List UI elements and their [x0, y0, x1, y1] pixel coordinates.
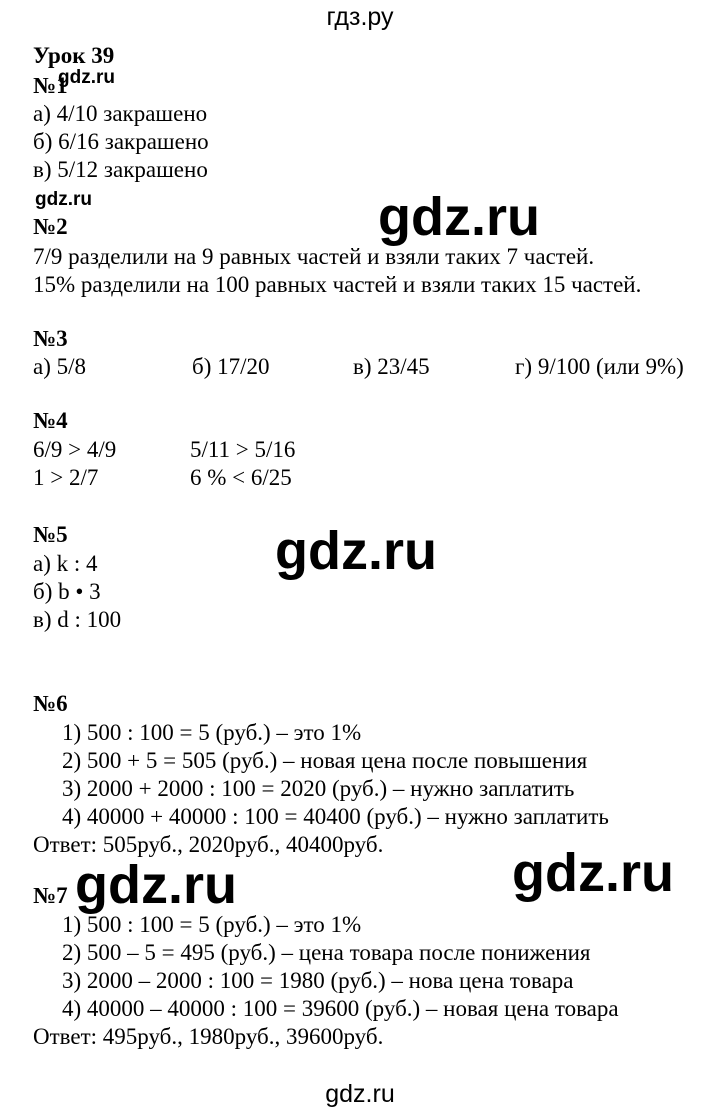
task3-item: г) 9/100 (или 9%) [515, 354, 684, 379]
task5-line: а) k : 4 [33, 551, 98, 576]
task5-line: б) b • 3 [33, 579, 101, 604]
task7-title: №7 [33, 883, 68, 908]
watermark-big: gdz.ru [75, 855, 237, 915]
task5-title: №5 [33, 522, 68, 547]
task6-step: 3) 2000 + 2000 : 100 = 2020 (руб.) – нужно заплатить [62, 776, 575, 801]
task6-title: №6 [33, 691, 68, 716]
task6-step: 2) 500 + 5 = 505 (руб.) – новая цена после повышения [62, 748, 588, 773]
watermark-big: gdz.ru [275, 521, 437, 581]
task3-item: б) 17/20 [192, 354, 270, 379]
task3-title: №3 [33, 326, 68, 351]
task1-line: а) 4/10 закрашено [33, 101, 208, 126]
task6-step: 4) 40000 + 40000 : 100 = 40400 (руб.) – нужно заплатить [62, 804, 609, 829]
task1-title: №1 [33, 73, 68, 98]
task7-answer: Ответ: 495руб., 1980руб., 39600руб. [33, 1024, 384, 1049]
task6-step: 1) 500 : 100 = 5 (руб.) – это 1% [62, 720, 362, 745]
watermark-small: gdz.ru [58, 67, 115, 88]
task2-title: №2 [33, 214, 68, 239]
task4-cell: 1 > 2/7 [33, 465, 99, 490]
task6-answer: Ответ: 505руб., 2020руб., 40400руб. [33, 832, 384, 857]
task4-cell: 5/11 > 5/16 [190, 437, 296, 462]
watermark-small: gdz.ru [35, 189, 92, 210]
site-footer: gdz.ru [325, 1080, 395, 1108]
task4-cell: 6 % < 6/25 [190, 465, 292, 490]
task1-line: б) 6/16 закрашено [33, 129, 209, 154]
task5-line: в) d : 100 [33, 607, 122, 632]
lesson-title: Урок 39 [33, 43, 115, 68]
site-header: гдз.ру [326, 3, 394, 31]
watermark-big: gdz.ru [378, 187, 540, 247]
task2-line: 15% разделили на 100 равных частей и взяли таких 15 частей. [33, 272, 642, 297]
task3-item: в) 23/45 [353, 354, 430, 379]
task7-step: 4) 40000 – 40000 : 100 = 39600 (руб.) – новая цена товара [62, 996, 619, 1021]
task1-line: в) 5/12 закрашено [33, 157, 208, 182]
task4-cell: 6/9 > 4/9 [33, 437, 117, 462]
task7-step: 3) 2000 – 2000 : 100 = 1980 (руб.) – нова цена товара [62, 968, 574, 993]
task2-line: 7/9 разделили на 9 равных частей и взяли таких 7 частей. [33, 244, 595, 269]
task7-step: 1) 500 : 100 = 5 (руб.) – это 1% [62, 912, 362, 937]
watermark-big: gdz.ru [512, 843, 674, 903]
task4-title: №4 [33, 408, 68, 433]
task7-step: 2) 500 – 5 = 495 (руб.) – цена товара после понижения [62, 940, 591, 965]
task3-item: а) 5/8 [33, 354, 87, 379]
